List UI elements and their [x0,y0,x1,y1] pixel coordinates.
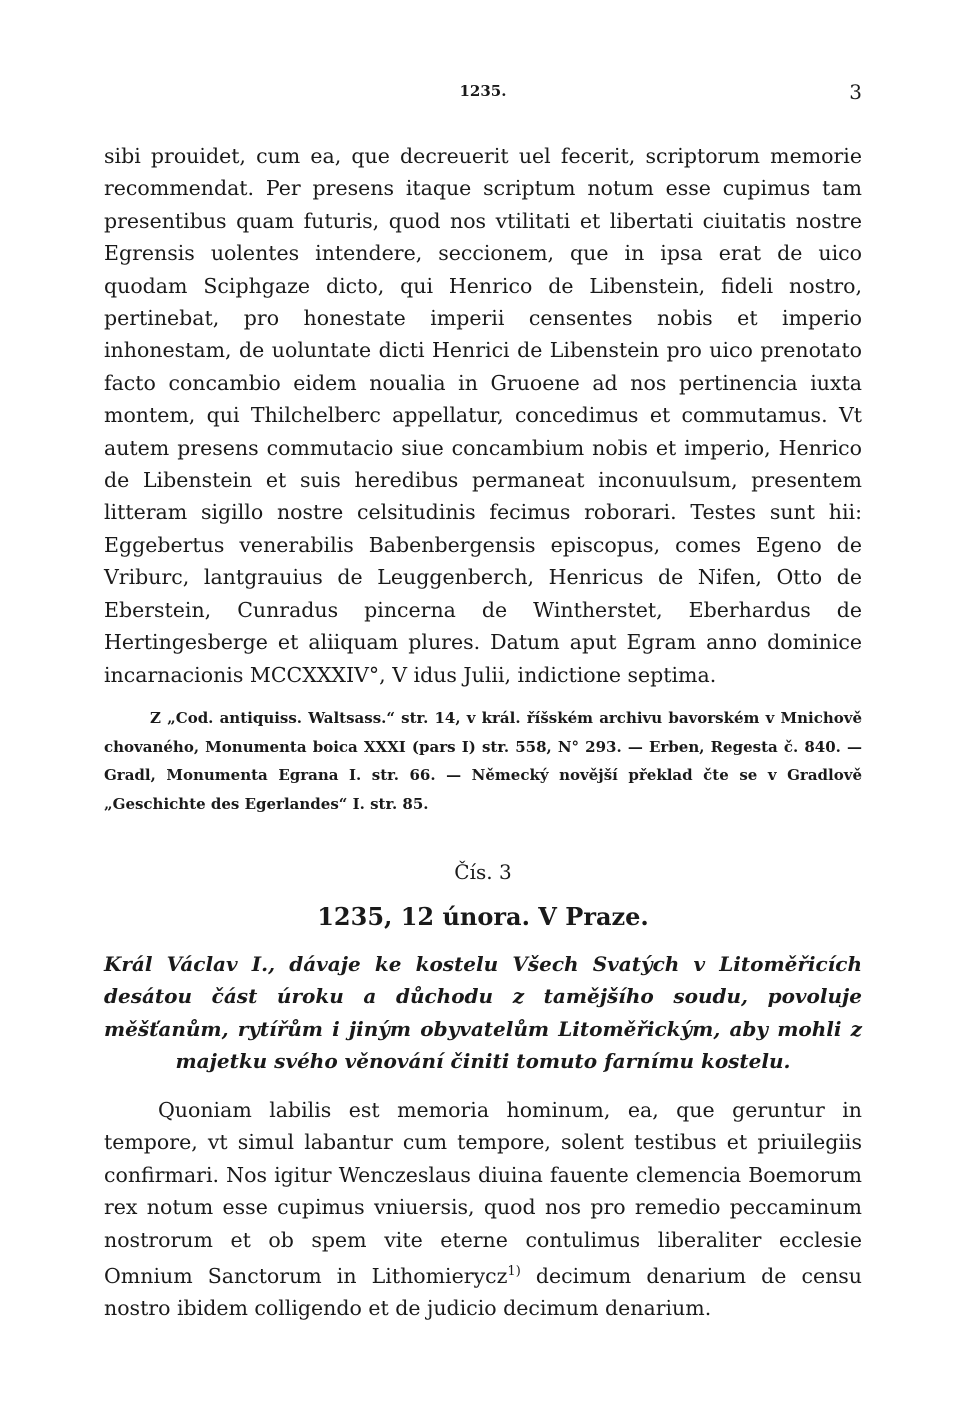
charter-text-part-1: Quoniam labilis est memoria hominum, ea, que geruntur in tempore, vt simul labantur cum tempore, solent testibus et priuilegiis confirmari. Nos igitur Wenczeslaus diuina fauente clemencia Boemorum rex notum esse cupimus vniuersis, quod nos pro remedio peccaminum nostrorum et ob spem vite eterne contulimus liberaliter ecclesie Omnium Sanctorum in Lithomierycz [104,1098,862,1288]
footnote-marker: 1) [507,1264,521,1280]
page-number: 3 [849,80,862,104]
charter-text-continued: sibi prouidet, cum ea, que decreuerit uel fecerit, scriptorum memorie recommendat. Per presens itaque scriptum notum esse cupimus tam presentibus quam futuris, quod nos vtilitati et libertati ciuitatis nostre Egrensis uolentes intendere, seccionem, que in ipsa erat de uico quodam Sciphgaze dicto, qui Henrico de Libenstein, fideli nostro, pertinebat, pro honestate imperii censentes nobis et imperio inhonestam, de uoluntate dicti Henrici de Libenstein pro uico prenotato facto concambio eidem noualia in Gruoene ad nos pertinencia iuxta montem, qui Thilchelberc appellatur, concedimus et commutamus. Vt autem presens commutacio siue concambium nobis et imperio, Henrico de Libenstein et suis heredibus permaneat inconuulsum, presentem litteram sigillo nostre celsitudinis fecimus roborari. Testes sunt hii: Eggebertus venerabilis Babenbergensis episcopus, comes Egeno de Vriburc, lantgrauius de Leuggenberch, Henricus de Nifen, Otto de Eberstein, Cunradus pincerna de Wintherstet, Eberhardus de Hertingesberge et aliiquam plures. Datum aput Egram anno dominice incarnacionis MCCXXXIV°, V idus Julii, indictione septima. [104,144,862,687]
document-regest: Král Václav I., dávaje ke kostelu Všech Svatých v Litoměřicích desátou část úroku a důchodu z tamějšího soudu, povoluje měšťanům, rytířům i jiným obyvatelům Litoměřickým, aby mohli z majetku svého věnování činiti tomuto farnímu kostelu. [104,952,862,1074]
running-year: 1235. [459,82,507,100]
document-date-heading: 1235, 12 února. V Praze. [317,902,649,931]
charter-text-part-2: decimum denarium de censu nostro ibidem colligendo et de judicio decimum denarium. [104,1263,862,1321]
document-number: Čís. 3 [454,860,512,884]
running-header [104,80,862,110]
document-page [104,0,862,1405]
source-note: Z „Cod. antiquiss. Waltsass.“ str. 14, v král. říšském archivu bavorském v Mnichově chovaného, Monumenta boica XXXI (pars I) str. 558, N° 293. — Erben, Regesta č. 840. — Gradl, Monumenta Egrana I. str. 66. — Německý novější překlad čte se v Gradlově „Geschichte des Egerlandes“ I. str. 85. [104,709,862,814]
charter-text [104,1094,862,1325]
